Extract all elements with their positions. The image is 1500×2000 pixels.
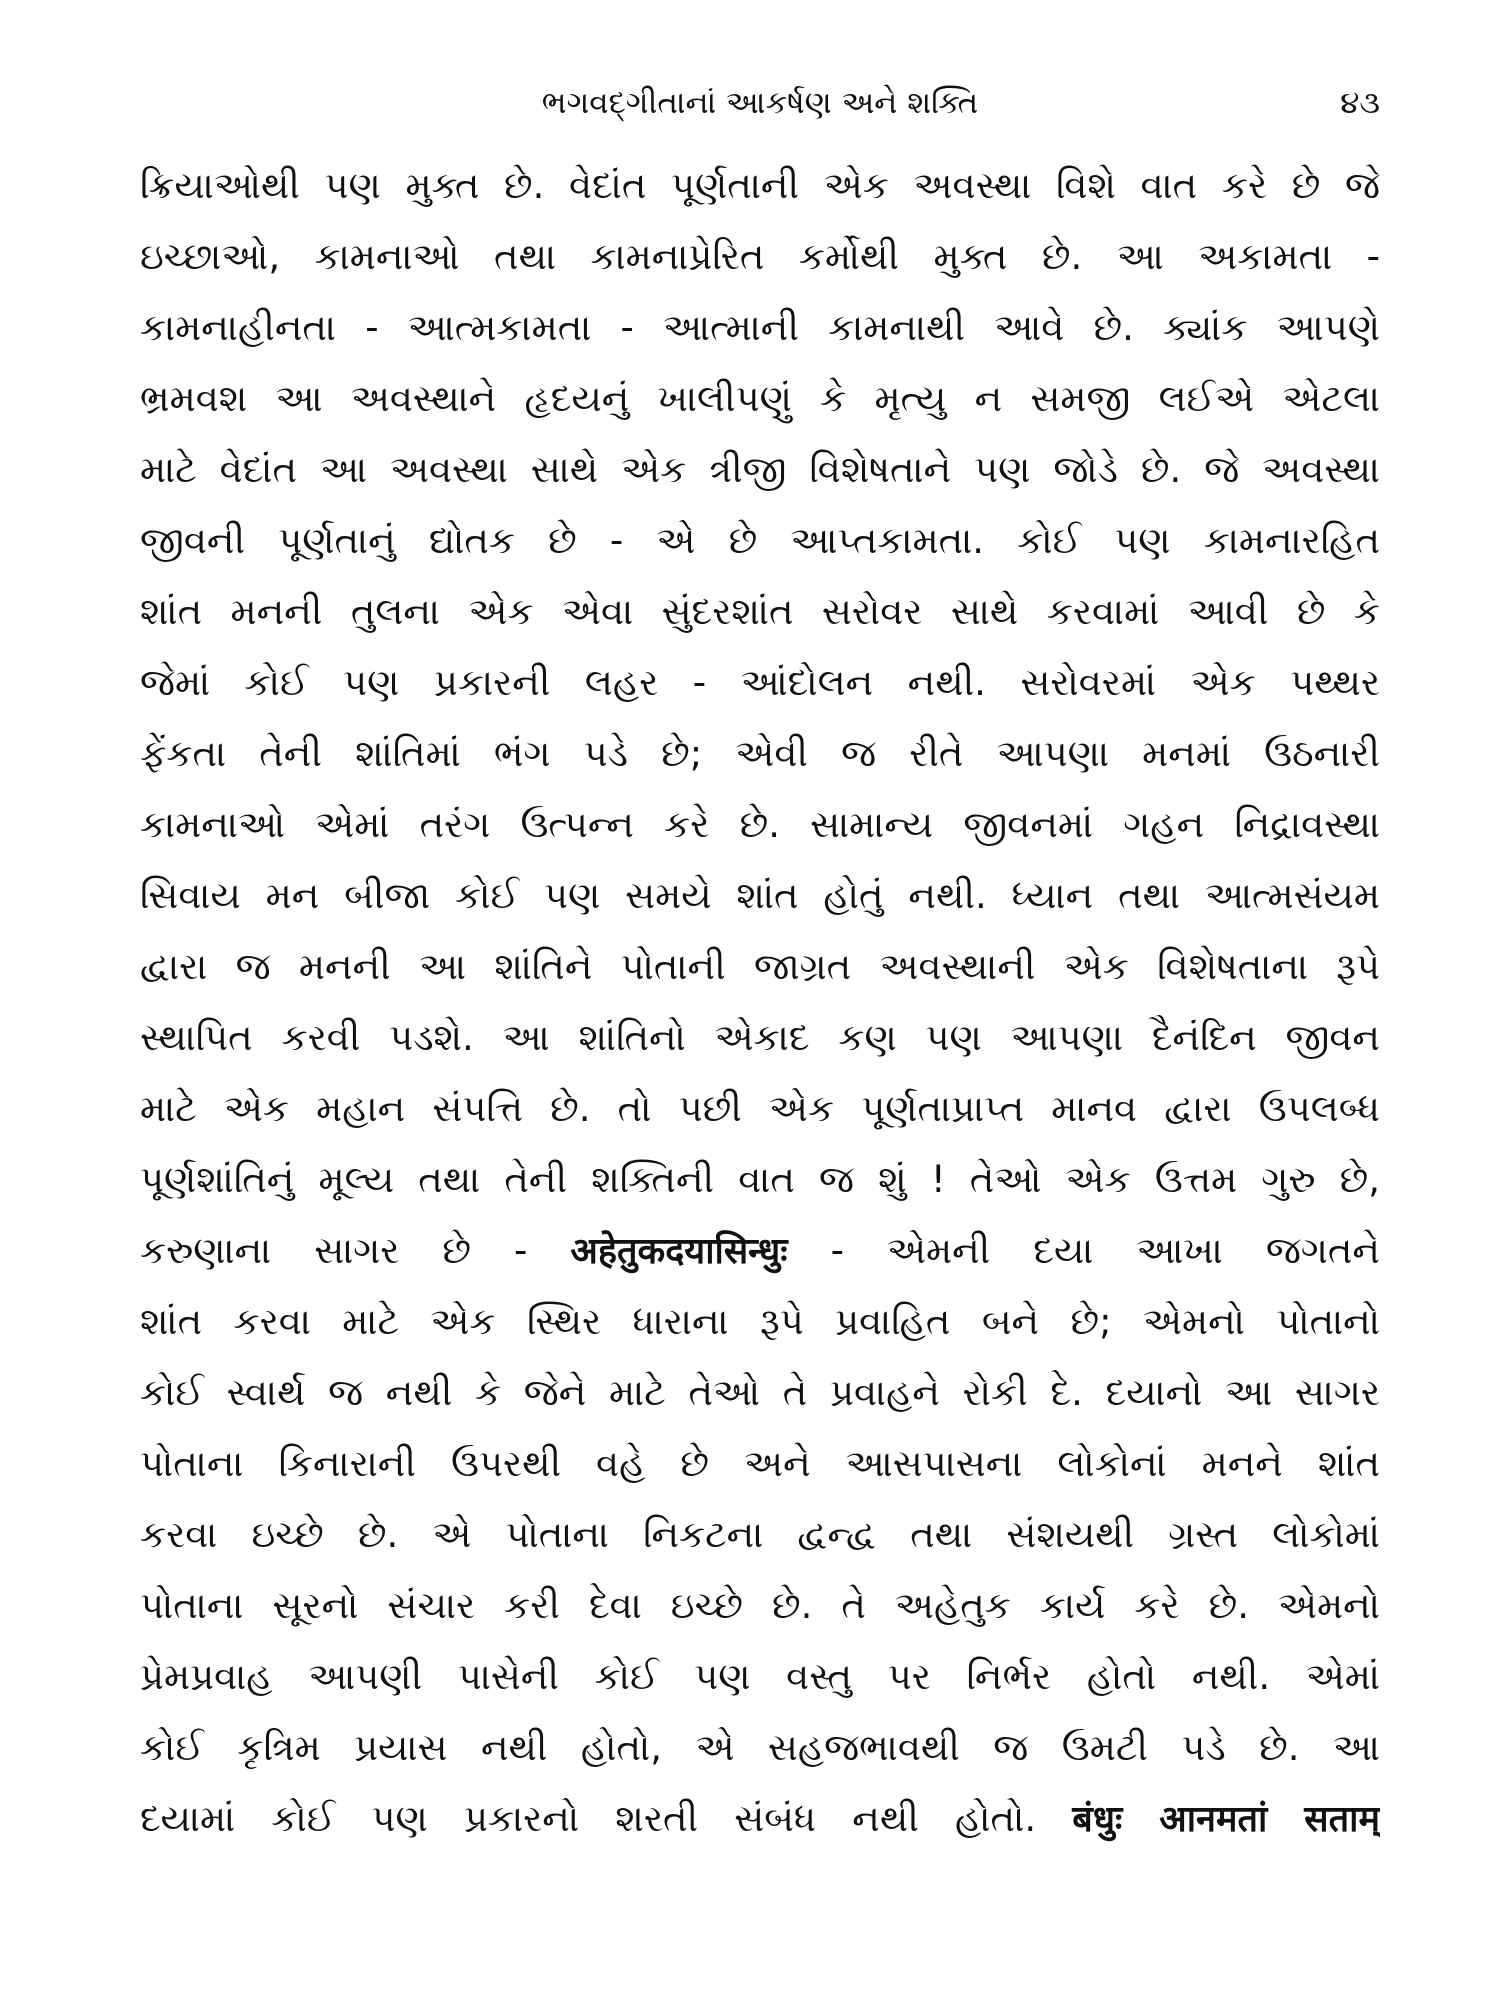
text-line: જીવની પૂર્ણતાનું દ્યોતક છે - એ છે આપ્તકામતા. કોઈ પણ કામનારહિત bbox=[140, 519, 1380, 562]
text-line: કામનાહીનતા - આત્મકામતા - આત્માની કામનાથી આવે છે. ક્યાંક આપણે bbox=[140, 306, 1380, 349]
text-line: ફેંકતા તેની શાંતિમાં ભંગ પડે છે; એવી જ રીતે આપણા મનમાં ઉઠનારી bbox=[140, 732, 1380, 775]
running-header bbox=[140, 78, 1380, 128]
body-text bbox=[140, 150, 1380, 1854]
text-line: સિવાય મન બીજા કોઈ પણ સમયે શાંત હોતું નથી. ધ્યાન તથા આત્મસંયમ bbox=[140, 874, 1380, 917]
text-line: કોઈ સ્વાર્થ જ નથી કે જેને માટે તેઓ તે પ્રવાહને રોકી દે. દયાનો આ સાગર bbox=[140, 1371, 1380, 1414]
running-title: ભગવદ્ગીતાનાં આકર્ષણ અને શક્તિ bbox=[541, 85, 979, 121]
text-line: શાંત કરવા માટે એક સ્થિર ધારાના રૂપે પ્રવાહિત બને છે; એમનો પોતાનો bbox=[140, 1300, 1380, 1343]
page-number: ૪૩ bbox=[1340, 85, 1380, 121]
text-line: દ્વારા જ મનની આ શાંતિને પોતાની જાગ્રત અવસ્થાની એક વિશેષતાના રૂપે bbox=[140, 945, 1380, 988]
text-line: ઇચ્છાઓ, કામનાઓ તથા કામનાપ્રેરિત કર્મોથી મુક્ત છે. આ અકામતા - bbox=[140, 235, 1380, 278]
text-line-with-sanskrit bbox=[140, 1783, 1380, 1854]
text-line: પોતાના કિનારાની ઉપરથી વહે છે અને આસપાસના લોકોનાં મનને શાંત bbox=[140, 1442, 1380, 1485]
line-text-after: - એમની દયા આખા જગતને bbox=[787, 1229, 1380, 1272]
text-line-with-sanskrit bbox=[140, 1215, 1380, 1286]
text-line: પૂર્ણશાંતિનું મૂલ્ય તથા તેની શક્તિની વાત જ શું ! તેઓ એક ઉત્તમ ગુરુ છે, bbox=[140, 1158, 1380, 1201]
line-text-before: કરુણાના સાગર છે - bbox=[140, 1229, 571, 1272]
text-line: કરવા ઇચ્છે છે. એ પોતાના નિકટના દ્વન્દ્વ તથા સંશયથી ગ્રસ્ત લોકોમાં bbox=[140, 1513, 1380, 1556]
text-line: ક્રિયાઓથી પણ મુક્ત છે. વેદાંત પૂર્ણતાની એક અવસ્થા વિશે વાત કરે છે જે bbox=[140, 164, 1380, 207]
text-line: કામનાઓ એમાં તરંગ ઉત્પન્ન કરે છે. સામાન્ય જીવનમાં ગહન નિદ્રાવસ્થા bbox=[140, 803, 1380, 846]
sanskrit-epithet: अहेतुकदयासिन्धुः bbox=[570, 1231, 788, 1272]
text-line: શાંત મનની તુલના એક એવા સુંદરશાંત સરોવર સાથે કરવામાં આવી છે કે bbox=[140, 590, 1380, 633]
text-line: પોતાના સૂરનો સંચાર કરી દેવા ઇચ્છે છે. તે અહેતુક કાર્ય કરે છે. એમનો bbox=[140, 1584, 1380, 1627]
text-line: પ્રેમપ્રવાહ આપણી પાસેની કોઈ પણ વસ્તુ પર નિર્ભર હોતો નથી. એમાં bbox=[140, 1655, 1380, 1698]
text-line: જેમાં કોઈ પણ પ્રકારની લહર - આંદોલન નથી. સરોવરમાં એક પથ્થર bbox=[140, 661, 1380, 704]
text-line: માટે એક મહાન સંપત્તિ છે. તો પછી એક પૂર્ણતાપ્રાપ્ત માનવ દ્વારા ઉપલબ્ધ bbox=[140, 1087, 1380, 1130]
text-line: માટે વેદાંત આ અવસ્થા સાથે એક ત્રીજી વિશેષતાને પણ જોડે છે. જે અવસ્થા bbox=[140, 448, 1380, 491]
text-line: સ્થાપિત કરવી પડશે. આ શાંતિનો એકાદ કણ પણ આપણા દૈનંદિન જીવન bbox=[140, 1016, 1380, 1059]
text-line: કોઈ કૃત્રિમ પ્રયાસ નથી હોતો, એ સહજભાવથી જ ઉમટી પડે છે. આ bbox=[140, 1726, 1380, 1769]
sanskrit-quote: बंधुः आनमतां सताम् bbox=[1072, 1799, 1380, 1840]
line-text-before: દયામાં કોઈ પણ પ્રકારનો શરતી સંબંધ નથી હોતો. bbox=[140, 1797, 1073, 1840]
text-line: ભ્રમવશ આ અવસ્થાને હૃદયનું ખાલીપણું કે મૃત્યુ ન સમજી લઈએ એટલા bbox=[140, 377, 1380, 420]
